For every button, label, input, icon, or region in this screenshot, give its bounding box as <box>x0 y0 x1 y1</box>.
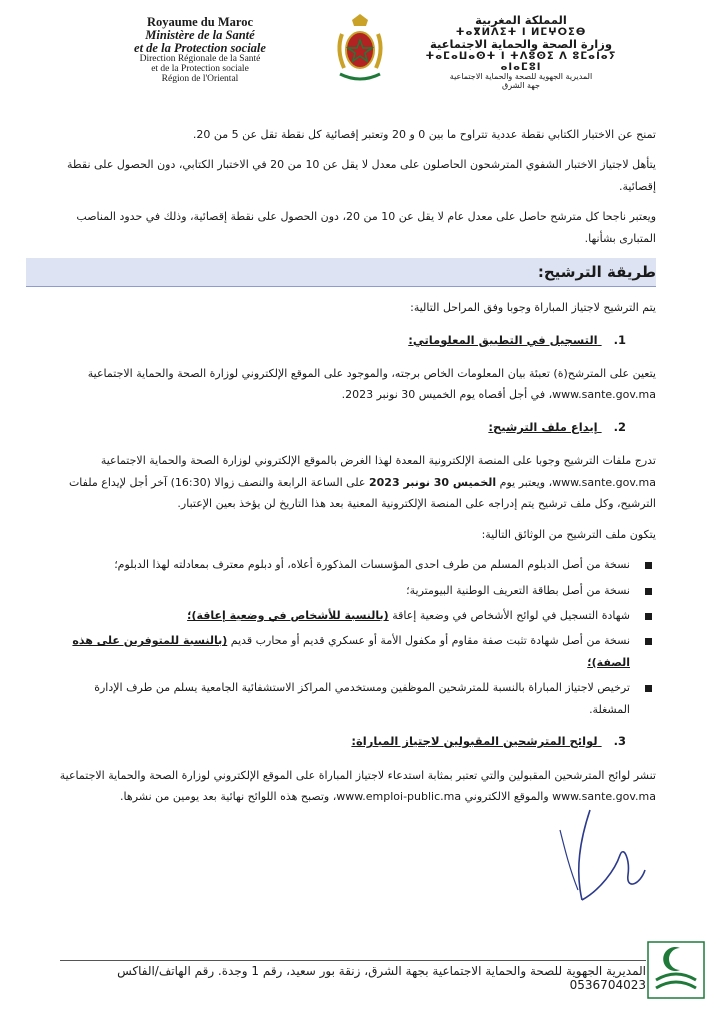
header-ministry-ar: وزارة الصحة والحماية الاجتماعية <box>429 37 613 52</box>
doc-1: نسخة من أصل الدبلوم المسلم من طرف احدى المؤسسات المذكورة أعلاه، أو دبلوم معترف بمعادلته لهذا الدبلوم؛ <box>114 558 630 572</box>
doc-2: نسخة من أصل بطاقة التعريف الوطنية البيومترية؛ <box>406 583 630 597</box>
step-1-heading <box>56 329 626 351</box>
list-item <box>56 580 656 601</box>
intro-paragraph-2: يتأهل لاجتياز الاختبار الشفوي المترشحون الحاصلون على معدل لا يقل عن 10 من 20 في الاختبار الكتابي، دون الحصول على نقطة إقصائية. <box>66 158 656 193</box>
header-region-ar: جهة الشرق <box>502 81 540 91</box>
header-direction-ar: المديرية الجهوية للصحة والحماية الاجتماعية <box>449 72 593 82</box>
section-header-bar <box>26 258 656 287</box>
step-2-text-b: على الساعة الرابعة والنصف زوالا (16:30) آخر أجل لإيداع ملفات الترشيح، وكل ملف ترشيح يتم إدراجه على المنصة الإلكترونية المعنية بعد هذا التاريخ لن يؤخذ بعين الإعتبار. <box>68 475 656 511</box>
header-direction-fr-2: et de la Protection sociale <box>151 64 249 75</box>
step-3-title: لوائح المترشحين المقبولين لاجتياز المباراة: <box>351 734 598 749</box>
header-ministry-fr-2: et de la Protection sociale <box>134 41 266 56</box>
step-1-text: يتعين على المترشح(ة) تعبئة بيان المعلومات الخاص برجته، والموجود على الموقع الإلكتروني لوزارة الصحة والحماية الاجتماعية www.sante.gov.ma، في أجل أقصاه يوم الخميس 30 نونبر 2023. <box>87 367 656 402</box>
footer-address: المديرية الجهوية للصحة والحماية الاجتماعية بجهة الشرق، زنقة بور سعيد، رقم 1 وجدة. رقم الهاتف/الفاكس 0536704023 <box>117 964 646 992</box>
documents-lead: يتكون ملف الترشيح من الوثائق التالية: <box>481 527 656 541</box>
step-2-heading <box>56 416 626 438</box>
step-3-heading <box>56 730 626 752</box>
step-2-text-a: تدرج ملفات الترشيح وجوبا على المنصة الإلكترونية المعدة لهذا الغرض بالموقع الإلكتروني لوزارة الصحة والحماية الاجتماعية www.sante.gov.ma، ويعتبر يوم <box>100 454 656 489</box>
step-2-deadline: الخميس 30 نونبر 2023 <box>369 475 497 489</box>
step-2-text <box>56 450 656 514</box>
list-item <box>56 677 656 720</box>
bullet-icon <box>645 613 652 620</box>
bullet-icon <box>645 562 652 569</box>
doc-4: نسخة من أصل شهادة تثبت صفة مقاوم أو مكفول الأمة أو عسكري قديم أو محارب قديم <box>230 634 630 648</box>
signature-icon <box>520 800 650 910</box>
header-kingdom-ar: المملكة المغربية <box>475 13 567 27</box>
doc-3-note: (بالنسبة للأشخاص في وضعية إعاقة)؛ <box>187 608 389 622</box>
ministry-logo-icon <box>646 940 706 1000</box>
doc-5: ترخيص لاجتياز المباراة بالنسبة للمترشحين الموظفين ومستخدمي المراكز الاستشفائية الجامعية يسلم من طرف الإدارة المشغلة. <box>94 681 630 716</box>
step-2-number: 2. <box>613 419 626 434</box>
step-1-title: التسجيل في التطبيق المعلوماتي: <box>408 332 598 347</box>
section-lead: يتم الترشيح لاجتياز المباراة وجوبا وفق المراحل التالية: <box>410 301 656 315</box>
header-kingdom-fr: Royaume du Maroc <box>146 15 253 29</box>
step-2-title: إيداع ملف الترشيح: <box>488 419 598 434</box>
documents-list <box>56 554 656 720</box>
header-region-fr: Région de l'Oriental <box>161 74 239 85</box>
intro-paragraph-3: ويعتبر ناجحا كل مترشح حاصل على معدل عام لا يقل عن 10 من 20، دون الحصول على نقطة إقصائية، وذلك في حدود المناصب المتبارى بشأنها. <box>76 210 656 245</box>
coat-of-arms-icon <box>332 14 388 84</box>
section-title: طريقة الترشيح: <box>537 263 656 282</box>
doc-4-note: (بالنسبة للمتوفرين على هذه الصفة)؛ <box>72 634 630 669</box>
header-ministry-fr: Ministère de la Santé <box>145 28 255 43</box>
document-body <box>56 124 656 816</box>
header-direction-fr: Direction Régionale de la Santé <box>139 54 261 65</box>
list-item <box>56 630 656 673</box>
footer-divider <box>60 960 646 961</box>
bullet-icon <box>645 638 652 645</box>
header-kingdom-tifinagh: ⵜⴰⴳⵍⴷⵉⵜ ⵏ ⵍⵎⵖⵔⵉⴱ <box>455 26 587 38</box>
header-arabic-block <box>418 14 624 91</box>
bullet-icon <box>645 685 652 692</box>
step-3-number: 3. <box>613 734 626 749</box>
bullet-icon <box>645 588 652 595</box>
intro-paragraph-1: تمنح عن الاختبار الكتابي نقطة عددية تتراوح ما بين 0 و 20 وتعتبر إقصائية كل نقطة تقل عن 5 من 20. <box>192 128 656 141</box>
doc-3: شهادة التسجيل في لوائح الأشخاص في وضعية إعاقة <box>392 608 630 622</box>
header-ministry-tifinagh: ⵜⴰⵎⴰⵡⴰⵙⵜ ⵏ ⵜⴷⵓⵙⵉ ⴷ ⵓⵎⴰⵏⴰⵢ ⴰⵏⴰⵎⵓⵏ <box>425 50 617 74</box>
list-item <box>56 554 656 575</box>
step-1-number: 1. <box>613 332 626 347</box>
step-3-text: تنشر لوائح المترشحين المقبولين والتي تعتبر بمثابة استدعاء لاجتياز المباراة على الموقع الإلكتروني لوزارة الصحة والحماية الاجتماعية www.sante.gov.ma والموقع الالكتروني www.emploi-public.ma، وتصبح هذه اللوائح نهائية بعد يومين من نشرها. <box>59 768 656 804</box>
header-french-block <box>95 16 305 85</box>
list-item <box>56 605 656 626</box>
